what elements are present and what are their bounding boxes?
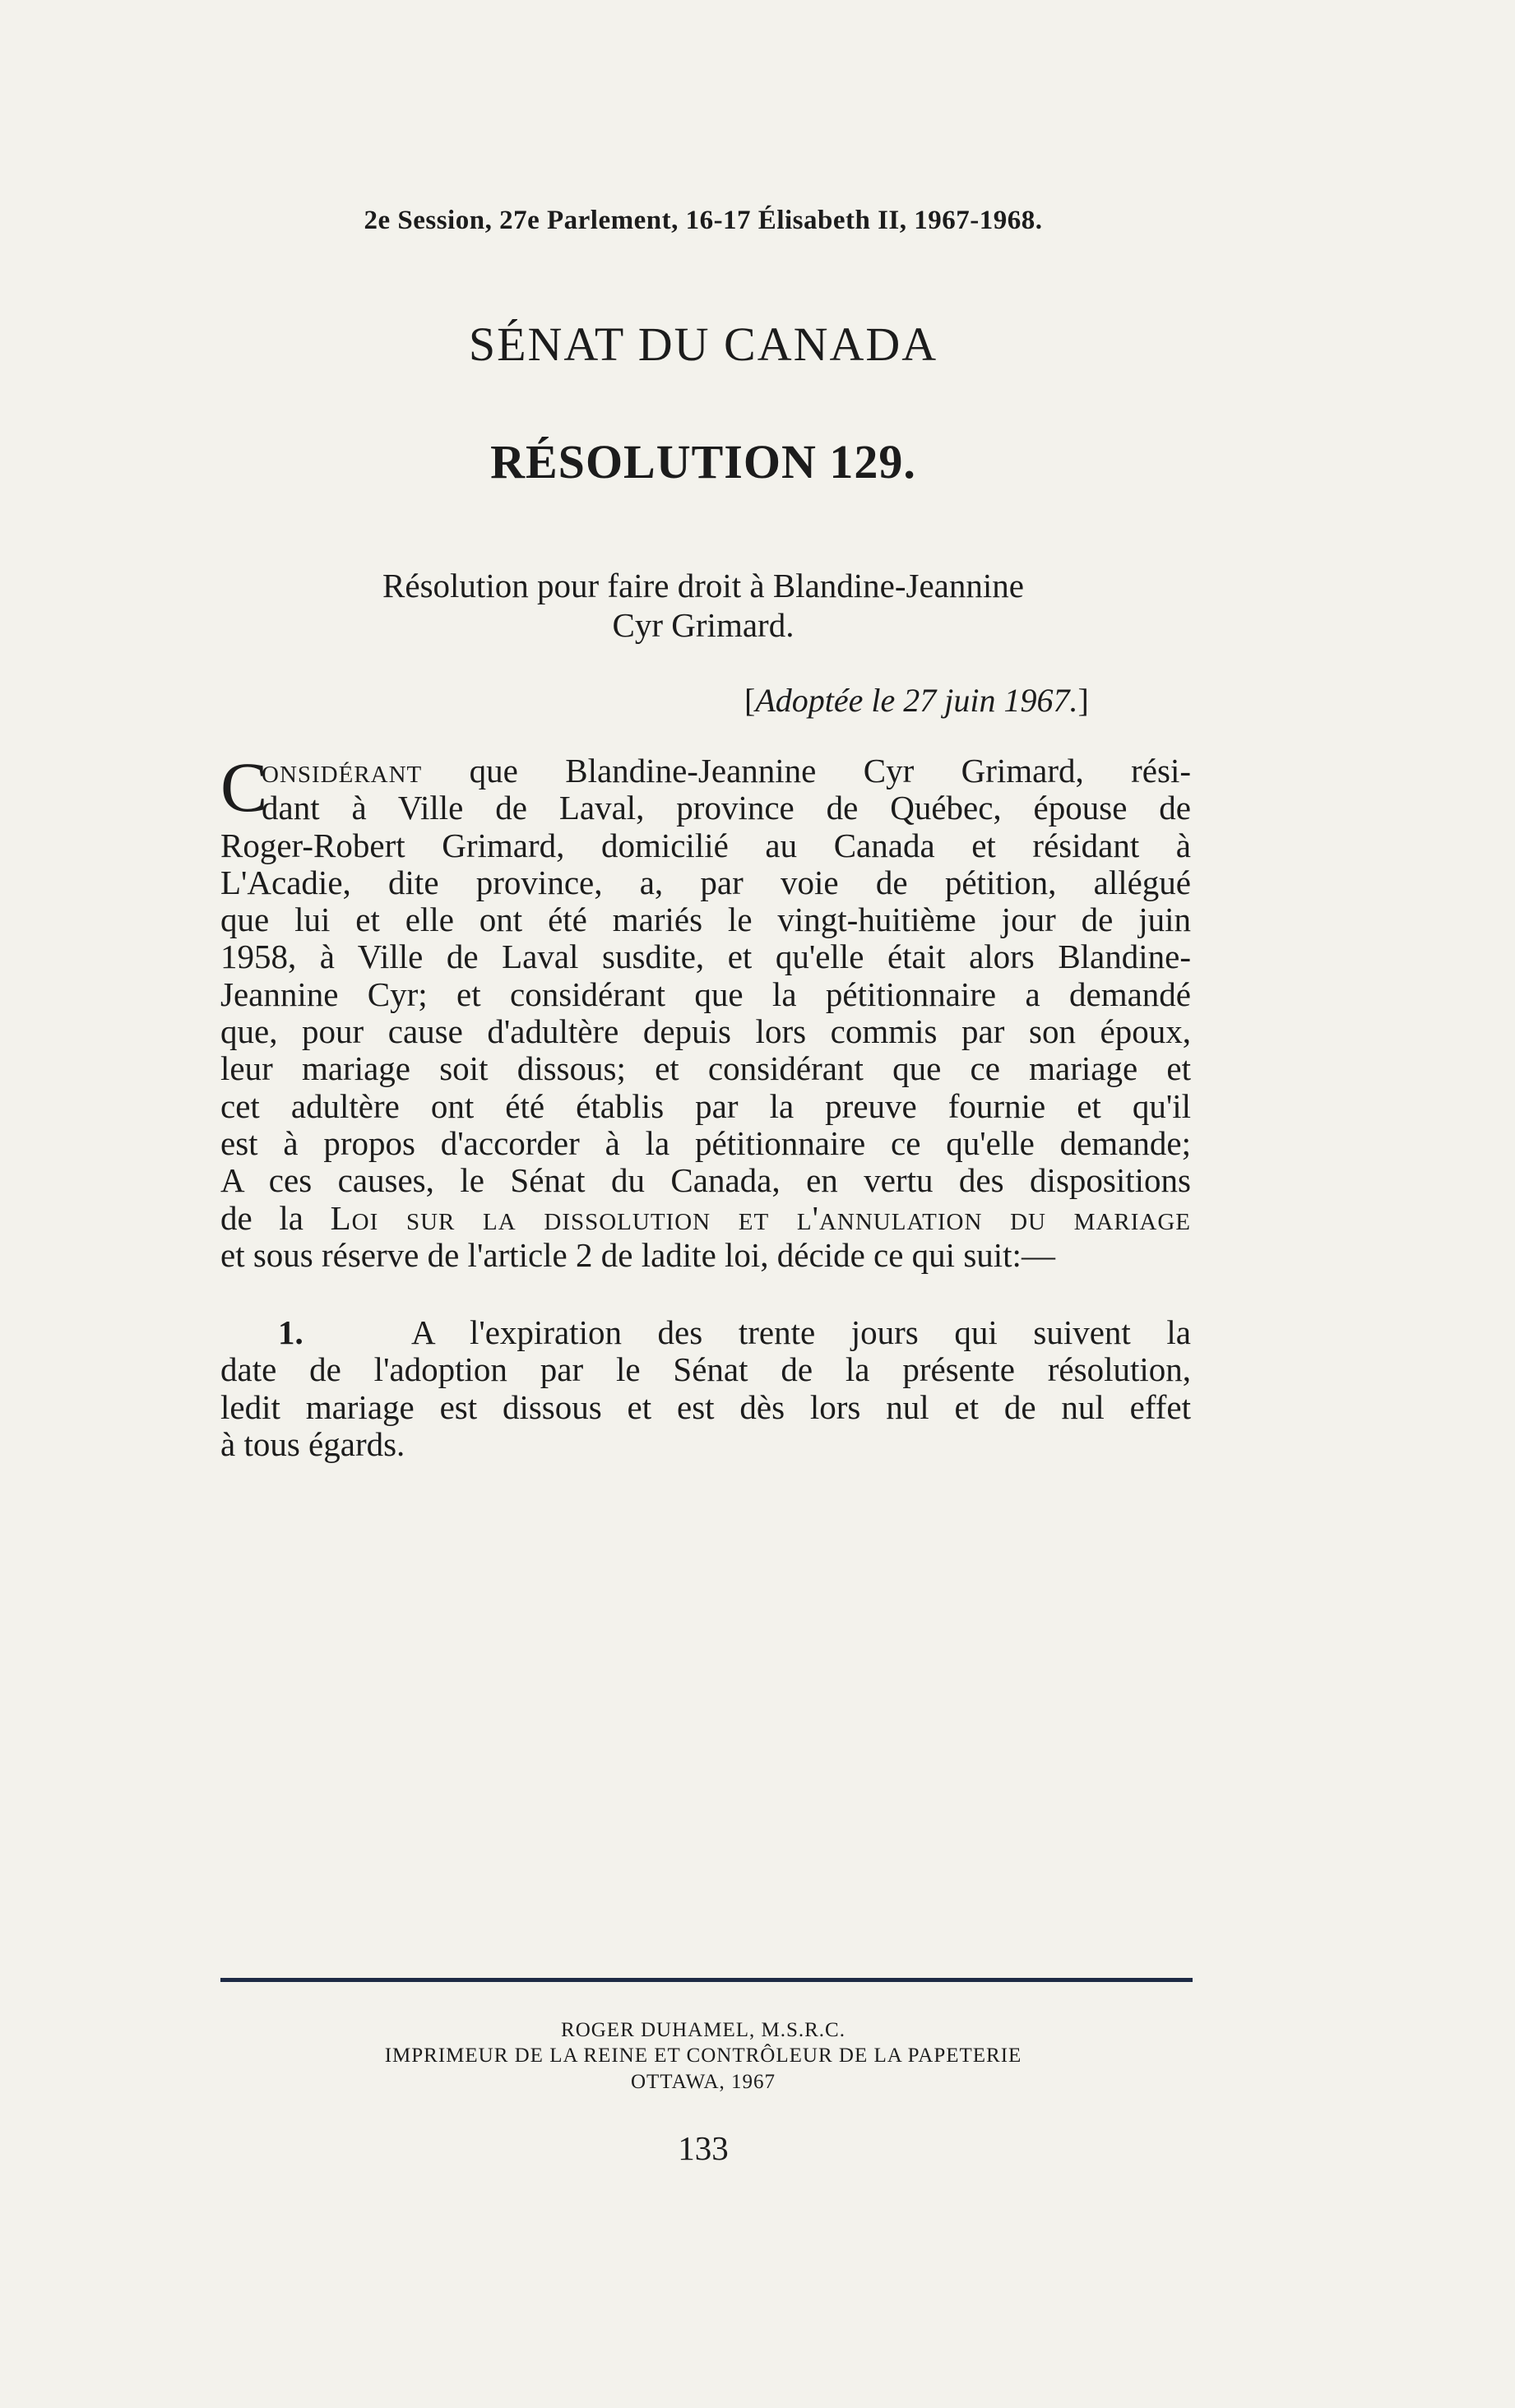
preamble-line: leur mariage soit dissous; et considérant que ce mariage et	[220, 1049, 1191, 1088]
section-line: à tous égards.	[220, 1424, 405, 1463]
preamble-line-text	[262, 752, 1191, 790]
preamble-line: Roger-Robert Grimard, domicilié au Canada et résidant à	[220, 826, 1191, 864]
preamble-line: 1958, à Ville de Laval susdite, et qu'elle était alors Blandine-	[220, 938, 1191, 976]
preamble-line: L'Acadie, dite province, a, par voie de pétition, allégué	[220, 863, 1191, 901]
opening-rest: que Blandine-Jeannine Cyr Grimard, rési-	[422, 752, 1191, 790]
preamble-line: est à propos d'accorder à la pétitionnaire ce qu'elle demande;	[220, 1123, 1191, 1162]
preamble-line: dant à Ville de Laval, province de Québec, épouse de	[262, 789, 1191, 827]
resolution-title: RÉSOLUTION 129.	[490, 435, 916, 489]
adoption-date	[744, 681, 1089, 720]
preamble-line: cet adultère ont été établis par la preuve fournie et qu'il	[220, 1086, 1191, 1125]
subject-line-2: Cyr Grimard.	[612, 606, 795, 644]
subject-line-1: Résolution pour faire droit à Blandine-Jeannine	[382, 567, 1024, 604]
preamble-line: Jeannine Cyr; et considérant que la pétitionnaire a demandé	[220, 975, 1191, 1013]
preamble-final-line: et sous réserve de l'article 2 de ladite loi, décide ce qui suit:—	[220, 1235, 1055, 1274]
section-line: ledit mariage est dissous et est dès lors nul et de nul effet	[220, 1387, 1191, 1426]
preamble-line: que lui et elle ont été mariés le vingt-huitième jour de juin	[220, 901, 1191, 939]
resolution-subject	[0, 566, 1406, 645]
section-1	[220, 1314, 1191, 1463]
session-header: 2e Session, 27e Parlement, 16-17 Élisabeth II, 1967-1968.	[364, 206, 1043, 235]
opening-word: onsidérant	[262, 752, 423, 790]
preamble-line: que, pour cause d'adultère depuis lors commis par son époux,	[220, 1012, 1191, 1051]
page-number: 133	[678, 2129, 729, 2167]
preamble-line: A ces causes, le Sénat du Canada, en vertu des dispositions	[220, 1161, 1191, 1200]
footer-rule	[220, 1978, 1193, 1982]
drop-cap: C	[220, 748, 268, 827]
printer-place-year: OTTAWA, 1967	[630, 2071, 776, 2093]
printer-name: ROGER DUHAMEL, M.S.R.C.	[561, 2019, 846, 2041]
section-number: 1.	[278, 1313, 303, 1351]
adopted-text: Adoptée le 27 juin 1967.	[755, 682, 1078, 719]
preamble-opening	[220, 748, 1191, 827]
preamble-line	[220, 752, 1191, 790]
law-prefix: de la	[220, 1198, 331, 1237]
preamble	[220, 748, 1191, 1274]
chamber-title: SÉNAT DU CANADA	[468, 317, 938, 371]
adopted-close-bracket: ]	[1077, 682, 1089, 719]
printer-title: IMPRIMEUR DE LA REINE ET CONTRÔLEUR DE LA PAPETERIE	[384, 2044, 1022, 2067]
adopted-open-bracket: [	[744, 682, 756, 719]
section-line: date de l'adoption par le Sénat de la présente résolution,	[220, 1350, 1191, 1389]
section-line-text: A l'expiration des trente jours qui suivent la	[411, 1313, 1191, 1351]
preamble-law-line	[220, 1200, 1191, 1237]
section-line	[220, 1314, 1191, 1351]
law-name: Loi sur la dissolution et l'annulation du mariage	[330, 1198, 1191, 1237]
